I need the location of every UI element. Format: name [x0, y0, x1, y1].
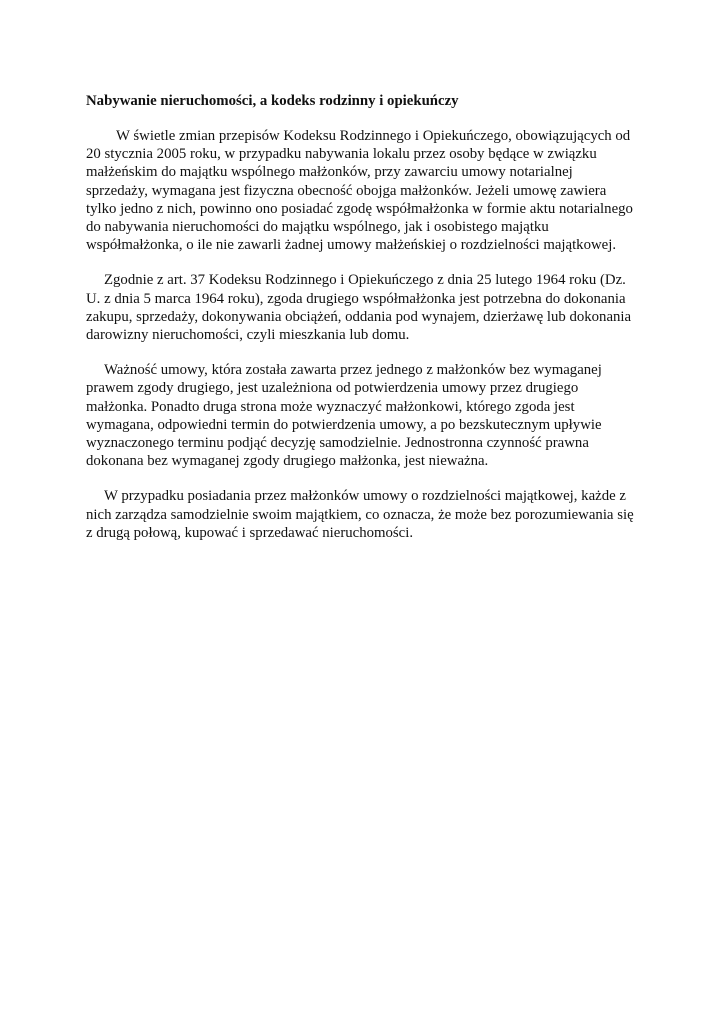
paragraph-1: W świetle zmian przepisów Kodeksu Rodzinnego i Opiekuńczego, obowiązujących od 20 stycznia 2005 roku, w przypadku nabywania lokalu przez osoby będące w związku małżeńskim do majątku wspólnego małżonków, przy zawarciu umowy notarialnej sprzedaży, wymagana jest fizyczna obecność obojga małżonków. Jeżeli umowę zawiera tylko jedno z nich, powinno ono posiadać zgodę współmałżonka w formie aktu notarialnego do nabywania nieruchomości do majątku wspólnego, jak i osobistego majątku współmałżonka, o ile nie zawarli żadnej umowy małżeńskiej o rozdzielności majątkowej. — [86, 128, 633, 254]
document-body — [86, 92, 638, 559]
paragraph-4: W przypadku posiadania przez małżonków umowy o rozdzielności majątkowej, każde z nich zarządza samodzielnie swoim majątkiem, co oznacza, że może bez porozumiewania się z drugą połową, kupować i sprzedawać nieruchomości. — [86, 488, 634, 541]
paragraph-3: Ważność umowy, która została zawarta przez jednego z małżonków bez wymaganej prawem zgody drugiego, jest uzależniona od potwierdzenia umowy przez drugiego małżonka. Ponadto druga strona może wyznaczyć małżonkowi, którego zgoda jest wymagana, odpowiedni termin do potwierdzenia umowy, a po bezskutecznym upływie wyznaczonego terminu podjąć decyzję samodzielnie. Jednostronna czynność prawna dokonana bez wymaganej zgody drugiego małżonka, jest nieważna. — [86, 362, 602, 470]
document-title: Nabywanie nieruchomości, a kodeks rodzinny i opiekuńczy — [86, 93, 459, 109]
paragraph-2: Zgodnie z art. 37 Kodeksu Rodzinnego i Opiekuńczego z dnia 25 lutego 1964 roku (Dz. U. z dnia 5 marca 1964 roku), zgoda drugiego współmałżonka jest potrzebna do dokonania zakupu, sprzedaży, dokonywania obciążeń, oddania pod wynajem, dzierżawę lub dokonania darowizny nieruchomości, czyli mieszkania lub domu. — [86, 272, 632, 344]
